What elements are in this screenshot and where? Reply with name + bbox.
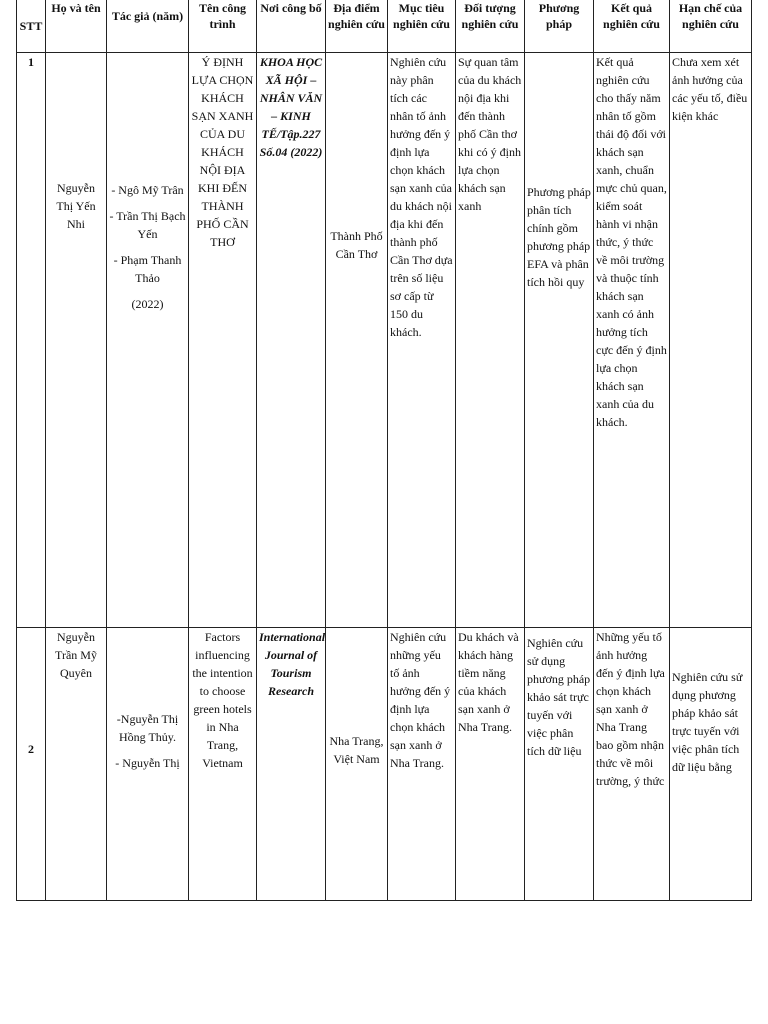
row-method: Phương pháp phân tích chính gồm phương pháp EFA và phân tích hồi quy xyxy=(525,53,594,628)
header-results: Kết quả nghiên cứu xyxy=(594,0,670,53)
header-authors: Tác giả (năm) xyxy=(107,0,189,53)
row-subjects: Sự quan tâm của du khách nội địa khi đến thành phố Cần thơ khi có ý định lựa chọn khách sạn xanh xyxy=(456,53,525,628)
row-authors xyxy=(107,628,189,901)
author-name: - Phạm Thanh Thảo xyxy=(113,253,182,285)
author-name: - Nguyễn Thị xyxy=(115,756,180,770)
header-method: Phương pháp xyxy=(525,0,594,53)
row-method: Nghiên cứu sử dụng phương pháp khảo sát trực tuyến với việc phân tích dữ liệu xyxy=(525,628,594,901)
table-row xyxy=(17,628,752,901)
literature-review-table xyxy=(16,0,752,901)
author-name: - Ngô Mỹ Trân xyxy=(111,183,184,197)
row-location: Thành Phố Cần Thơ xyxy=(326,53,388,628)
header-venue: Nơi công bố xyxy=(257,0,326,53)
row-results: Những yếu tố ảnh hưởng đến ý định lựa chọn khách sạn xanh ở Nha Trang bao gồm nhận thức về môi trường, ý thức xyxy=(594,628,670,901)
row-limitations: Chưa xem xét ảnh hưởng của các yếu tố, điều kiện khác xyxy=(670,53,752,628)
header-stt: STT xyxy=(17,0,46,53)
row-stt: 1 xyxy=(17,53,46,628)
row-subjects: Du khách và khách hàng tiềm năng của khách sạn xanh ở Nha Trang. xyxy=(456,628,525,901)
row-venue: International Journal of Tourism Research xyxy=(257,628,326,901)
header-subjects: Đối tượng nghiên cứu xyxy=(456,0,525,53)
publication-year: (2022) xyxy=(131,297,164,311)
author-name: - Trần Thị Bạch Yến xyxy=(109,209,186,241)
row-name: Nguyễn Thị Yến Nhi xyxy=(46,53,107,628)
row-results: Kết quả nghiên cứu cho thấy năm nhân tố gồm thái độ đối với khách sạn xanh, chuẩn mực chủ quan, kiểm soát hành vi nhận thức, ý thức về môi trường và thuộc tính khách sạn xanh có ảnh hưởng tích cực đến ý định lựa chọn khách sạn xanh của du khách. xyxy=(594,53,670,628)
header-limitations: Hạn chế của nghiên cứu xyxy=(670,0,752,53)
header-location: Địa điểm nghiên cứu xyxy=(326,0,388,53)
row-name: Nguyễn Trần Mỹ Quyên xyxy=(46,628,107,901)
row-objective: Nghiên cứu này phân tích các nhân tố ảnh hưởng đến ý định lựa chọn khách sạn xanh của du khách nội địa khi đến thành phố Cần Thơ dựa trên số liệu sơ cấp từ 150 du khách. xyxy=(388,53,456,628)
header-name: Họ và tên xyxy=(46,0,107,53)
row-stt: 2 xyxy=(17,628,46,901)
row-objective: Nghiên cứu những yếu tố ảnh hưởng đến ý định lựa chọn khách sạn xanh ở Nha Trang. xyxy=(388,628,456,901)
row-limitations: Nghiên cứu sử dụng phương pháp khảo sát trực tuyến với việc phân tích dữ liệu bằng xyxy=(670,628,752,901)
header-row xyxy=(17,0,752,53)
row-location: Nha Trang, Việt Nam xyxy=(326,628,388,901)
row-title: Ý ĐỊNH LỰA CHỌN KHÁCH SẠN XANH CỦA DU KHÁCH NỘI ĐỊA KHI ĐẾN THÀNH PHỐ CẦN THƠ xyxy=(189,53,257,628)
header-title: Tên công trình xyxy=(189,0,257,53)
row-venue: KHOA HỌC XÃ HỘI – NHÂN VĂN – KINH TẾ/Tập.227 Số.04 (2022) xyxy=(257,53,326,628)
row-authors xyxy=(107,53,189,628)
row-title: Factors influencing the intention to choose green hotels in Nha Trang, Vietnam xyxy=(189,628,257,901)
author-name: -Nguyễn Thị Hồng Thủy. xyxy=(116,712,179,744)
header-objective: Mục tiêu nghiên cứu xyxy=(388,0,456,53)
table-row xyxy=(17,53,752,628)
